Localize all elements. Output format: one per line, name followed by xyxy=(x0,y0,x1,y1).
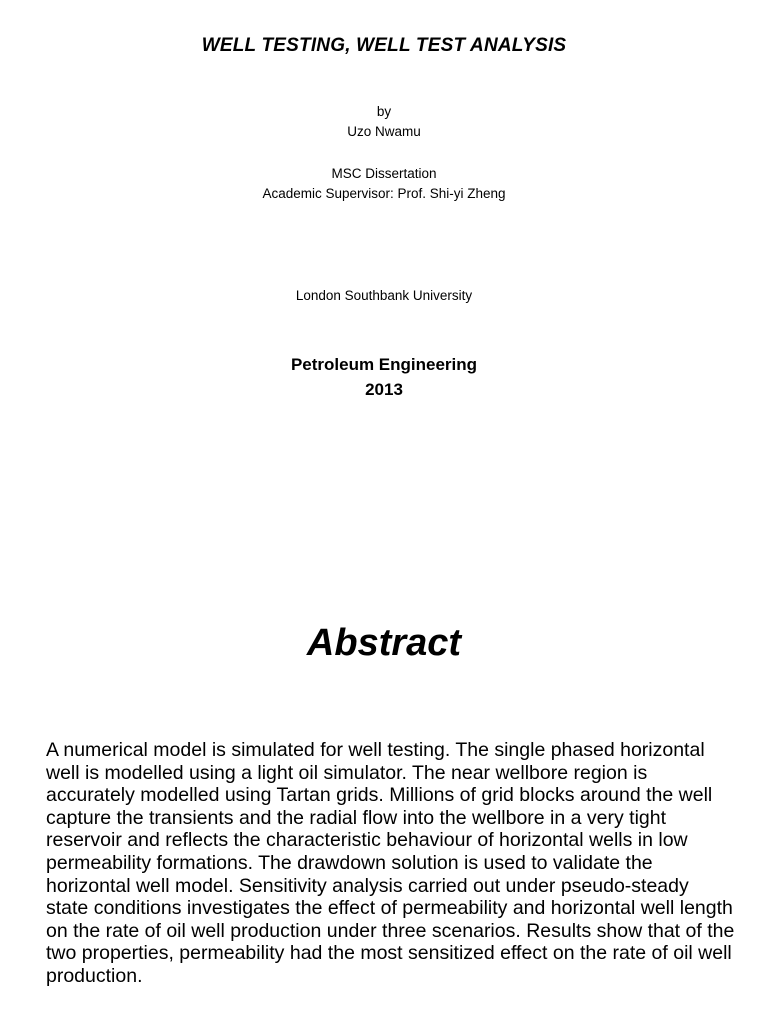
supervisor-label: Academic Supervisor: Prof. Shi-yi Zheng xyxy=(262,186,506,201)
author-name: Uzo Nwamu xyxy=(347,124,421,139)
field-of-study: Petroleum Engineering xyxy=(290,355,478,374)
abstract-body: A numerical model is simulated for well testing. The single phased horizontal well is modelled using a light oil simulator. The near wellbore region is accurately modelled using Tartan grids. Millions of grid blocks around the well capture the transients and the radial flow into the wellbore in a very tight reservoir and reflects the characteristic behaviour of horizontal wells in low permeability formations. The drawdown solution is used to validate the horizontal well model. Sensitivity analysis carried out under pseudo-steady state conditions investigates the effect of permeability and horizontal well length on the rate of oil well production under three scenarios. Results show that of the two properties, permeability had the most sensitized effect on the rate of oil well production. xyxy=(46,739,735,987)
document-title: WELL TESTING, WELL TEST ANALYSIS xyxy=(201,35,567,56)
abstract-heading: Abstract xyxy=(306,622,462,664)
by-label: by xyxy=(376,104,392,119)
university-name: London Southbank University xyxy=(295,288,473,303)
year-label: 2013 xyxy=(365,380,403,399)
degree-label: MSC Dissertation xyxy=(331,166,437,181)
